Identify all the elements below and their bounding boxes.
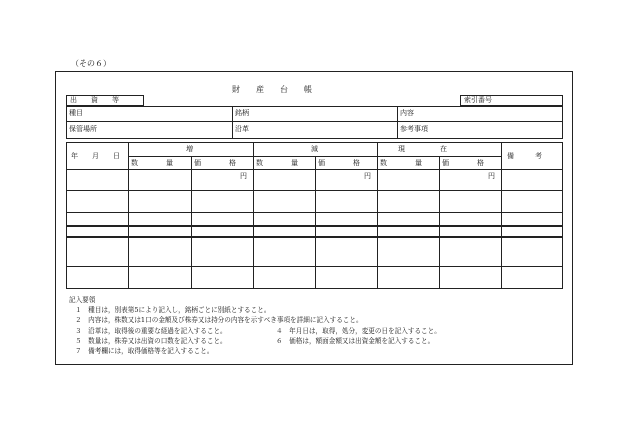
current-column-header: 現 在 xyxy=(398,145,447,153)
instructions-heading: 記入要領 xyxy=(69,296,96,304)
decrease-price-header: 価 格 xyxy=(318,159,360,167)
yen-unit-increase: 円 xyxy=(240,172,247,180)
instruction-item: ６ 価格は，額面金額又は出資金額を記入すること。 xyxy=(276,336,435,345)
decrease-column-header: 減 xyxy=(311,145,318,153)
content-field[interactable]: 内容 xyxy=(400,109,414,117)
increase-quantity-header: 数 量 xyxy=(131,159,173,167)
instructions xyxy=(69,295,441,356)
storage-field[interactable]: 保管場所 xyxy=(69,125,97,133)
index-number-field[interactable]: 索引番号 xyxy=(460,95,563,106)
increase-column-header: 増 xyxy=(186,145,193,153)
increase-price-header: 価 格 xyxy=(194,159,236,167)
info-grid xyxy=(66,106,563,139)
history-field[interactable]: 沿革 xyxy=(235,125,249,133)
current-price-header: 価 格 xyxy=(442,159,484,167)
instruction-item: ２ 内容は，株数又は1口の金額及び株券又は持分の内容を示すべき事項を詳細に記入すること。 xyxy=(75,316,363,325)
date-column-header: 年 月 日 xyxy=(71,152,120,160)
instruction-item: ５ 数量は，株券又は出資の口数を記入すること。 xyxy=(75,336,227,345)
instruction-item: ４ 年月日は，取得，処分，変更の日を記入すること。 xyxy=(276,326,441,335)
instruction-item: １ 種目は，別表第5により記入し，銘柄ごとに別紙とすること。 xyxy=(75,306,271,315)
instruction-item: ３ 沿革は，取得後の重要な経過を記入すること。 xyxy=(75,326,227,335)
decrease-quantity-header: 数 量 xyxy=(256,159,298,167)
brand-field[interactable]: 銘柄 xyxy=(235,109,249,117)
form-title: 財 産 台 帳 xyxy=(232,85,312,94)
yen-unit-current: 円 xyxy=(488,172,495,180)
instruction-item: ７ 備考欄には，取得価格等を記入すること。 xyxy=(75,347,214,356)
remarks-column-header: 備 考 xyxy=(507,152,542,160)
page-label: （その６） xyxy=(71,59,111,68)
yen-unit-decrease: 円 xyxy=(364,172,371,180)
type-field[interactable]: 種目 xyxy=(69,109,83,117)
reference-field[interactable]: 参考事項 xyxy=(400,125,428,133)
category-label: 出 資 等 xyxy=(66,95,144,106)
current-quantity-header: 数 量 xyxy=(380,159,422,167)
